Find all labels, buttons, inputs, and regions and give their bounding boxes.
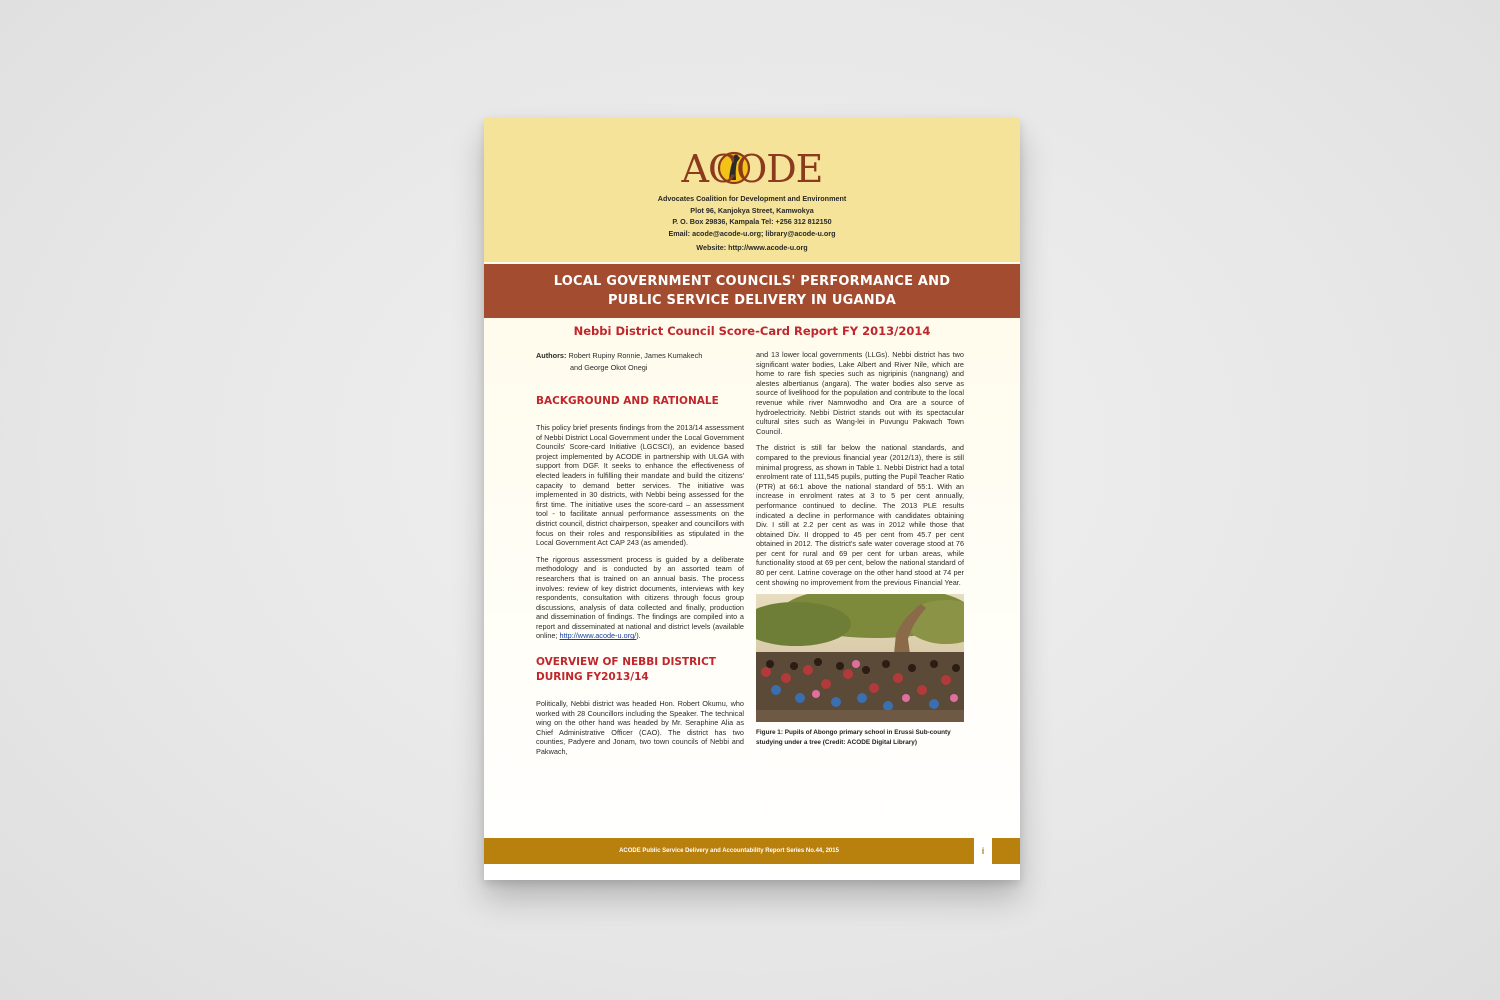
acode-website-link[interactable]: http://www.acode-u.org/ — [559, 631, 637, 641]
org-name: Advocates Coalition for Development and Environment — [657, 194, 847, 203]
title-banner — [484, 264, 1020, 318]
masthead — [484, 118, 1020, 262]
address: Plot 96, Kanjokya Street, Kamwokya — [690, 205, 814, 215]
website: Website: http://www.acode-u.org — [696, 243, 808, 252]
paragraph-overview: Politically, Nebbi district was headed Hon. Robert Okumu, who worked with 28 Councillors including the Speaker. The technical wing on the other hand was headed by Mr. Seraphine Alia as Chief Administrative Officer (CAO). The district has two counties, Padyere and Jonam, two town councils of Nebbi and Pakwach, — [536, 699, 744, 757]
section-heading-overview: OVERVIEW OF NEBBI DISTRICT DURING FY2013/14 — [536, 656, 716, 684]
left-column — [536, 350, 744, 764]
footer-series-text: ACODE Public Service Delivery and Accountability Report Series No.44, 2015 — [619, 848, 839, 854]
paragraph-district-2: The district is still far below the national standards, and compared to the previous financial year (2012/13), there is still minimal progress, as shown in Table 1. Nebbi District had a total enrolment rate of 111,545 pupils, putting the Pupil Teacher Ratio (PTR) at 66:1 above the national standard of 55:1. With an increase in enrolment rates at 3 to 5 per cent annually, performance continued to decline. The 2013 PLE results indicated a decline in performance with candidates obtaining Div. I still at 2.2 per cent as was in 2012 while those that obtained Div. II dropped to 45 per cent from 45.7 per cent obtained in 2012. The district's safe water coverage stood at 76 per cent for rural and 69 per cent for urban areas, while functionality stood at 69 per cent, below the national standard of 80 per cent. Latrine coverage on the other hand stood at 74 per cent showing no improvement from the previous Financial Year. — [756, 443, 964, 587]
contact-block — [484, 193, 1020, 254]
authors — [536, 350, 744, 374]
authors-label: Authors: — [536, 351, 567, 360]
authors-line2: and George Okot Onegi — [570, 363, 648, 372]
paragraph-background-1: This policy brief presents findings from the 2013/14 assessment of Nebbi District Local Government under the Local Government Councils' Score-card Initiative (LGCSCI), an evidence based project implemented by ACODE in partnership with ULGA with support from DGF. It seeks to enhance the effectiveness of elected leaders in fulfilling their mandate and build the citizens' capacity to demand better services. The initiative was implemented in 30 districts, with Nebbi being assessed for the first time. The initiative uses the score-card – an assessment tool - to facilitate annual performance assessments on the district council, district chairperson, speaker and councillors with focus on their roles and responsibilities as stipulated in the Local Government Act CAP 243 (as amended). — [536, 423, 744, 548]
document-page — [484, 118, 1020, 880]
logo-text: ACODE — [681, 147, 823, 190]
banner-title-line1: LOCAL GOVERNMENT COUNCILS' PERFORMANCE AND — [553, 274, 951, 289]
section-heading-background: BACKGROUND AND RATIONALE — [536, 395, 719, 407]
acode-logo-graphic — [677, 144, 827, 190]
banner-title-line2: PUBLIC SERVICE DELIVERY IN UGANDA — [607, 293, 897, 308]
email: Email: acode@acode-u.org; library@acode-u.org — [668, 228, 836, 238]
paragraph-district-1: and 13 lower local governments (LLGs). Nebbi district has two significant water bodies, Lake Albert and River Nile, which are home to rare fish species such as nigripinis (nangnang) and alestes albertianus (angara). The water bodies also serve as source of livelihood for the population and contribute to the local revenue while river Namrwodho and Ora are a source of hydroelectricity. Nebbi District stands out with its spectacular cultural sites such as Wang-lei in Puvungu Pakwach Town Council. — [756, 350, 964, 436]
figure-caption: Figure 1: Pupils of Abongo primary school in Erussi Sub-county studying under a tree (Credit: ACODE Digital Library) — [756, 729, 951, 747]
page-number: i — [974, 838, 992, 864]
right-column — [756, 350, 964, 748]
report-subtitle: Nebbi District Council Score-Card Report FY 2013/2014 — [573, 324, 931, 338]
authors-line1: Robert Rupiny Ronnie, James Kumakech — [568, 351, 703, 360]
pupils-under-tree-photo — [756, 594, 964, 722]
acode-logo — [484, 144, 1020, 192]
po-box: P. O. Box 29836, Kampala Tel: +256 312 812150 — [672, 217, 832, 226]
footer-bar — [484, 838, 1020, 864]
paragraph-background-2: The rigorous assessment process is guided by a deliberate methodology and is conducted by an assorted team of researchers that is trained on an annual basis. The process involves: review of key district documents, interviews with key respondents, consultation with citizens through focus group discussions, analysis of data collected and finally, production and dissemination of findings. The findings are compiled into a report and disseminated at national and district levels (available online; http://www.acode-u.org/). — [536, 554, 744, 641]
